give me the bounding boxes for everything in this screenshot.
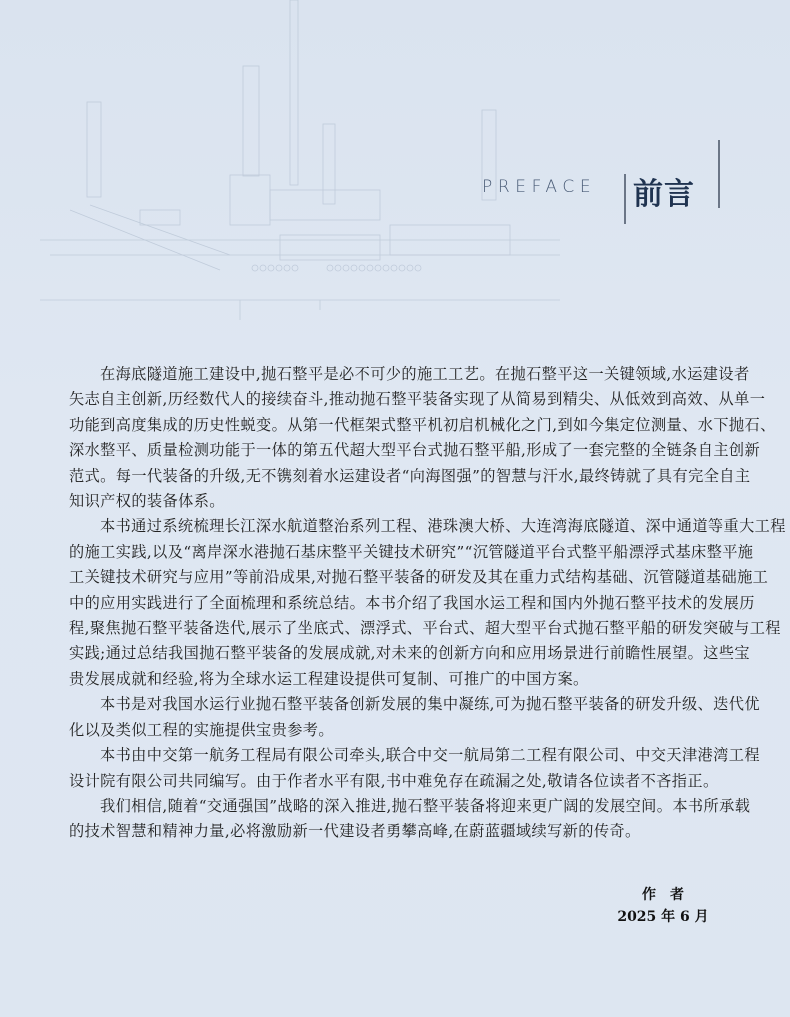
text-line: 化以及类似工程的实施提供宝贵参考。 — [69, 720, 334, 739]
preface-body — [69, 362, 786, 845]
text-line: 的技术智慧和精神力量,必将激励新一代建设者勇攀高峰,在蔚蓝疆域续写新的传奇。 — [69, 822, 641, 841]
text-line: 中的应用实践进行了全面梳理和系统总结。本书介绍了我国水运工程和国内外抛石整平技术的发展历 — [69, 593, 755, 612]
date-label: 2025 年 6 月 — [617, 909, 709, 925]
author-label: 作者 — [642, 887, 698, 903]
text-line: 贵发展成就和经验,将为全球水运工程建设提供可复制、可推广的中国方案。 — [69, 669, 589, 688]
text-line: 我们相信,随着“交通强国”战略的深入推进,抛石整平装备将迎来更广阔的发展空间。本书所承载 — [100, 796, 751, 815]
text-line: 在海底隧道施工建设中,抛石整平是必不可少的施工工艺。在抛石整平这一关键领域,水运建设者 — [100, 365, 750, 383]
paragraph — [69, 514, 786, 692]
title-divider — [624, 174, 626, 224]
preface-title-cn: 前言 — [633, 177, 695, 212]
title-divider-right — [718, 140, 720, 208]
text-line: 程,聚焦抛石整平装备迭代,展示了坐底式、漂浮式、平台式、超大型平台式抛石整平船的研发突破与工程 — [69, 619, 781, 638]
text-line: 功能到高度集成的历史性蜕变。从第一代框架式整平机初启机械化之门,到如今集定位测量、水下抛石、 — [69, 415, 776, 434]
text-line: 知识产权的装备体系。 — [69, 492, 225, 511]
text-line: 矢志自主创新,历经数代人的接续奋斗,推动抛石整平装备实现了从简易到精尖、从低效到高效、从单一 — [69, 390, 766, 409]
paragraph — [69, 743, 760, 794]
text-line: 深水整平、质量检测功能于一体的第五代超大型平台式抛石整平船,形成了一套完整的全链条自主创新 — [69, 441, 761, 460]
text-line: 的施工实践,以及“离岸深水港抛石基床整平关键技术研究”“沉管隧道平台式整平船漂浮式基床整平施 — [69, 542, 754, 561]
text-line: 实践;通过总结我国抛石整平装备的发展成就,对未来的创新方向和应用场景进行前瞻性展望。这些宝 — [69, 644, 751, 663]
paragraph — [69, 362, 776, 514]
text-line: 范式。每一代装备的升级,无不镌刻着水运建设者“向海图强”的智慧与汗水,最终铸就了具有完全自主 — [69, 466, 751, 485]
text-line: 本书由中交第一航务工程局有限公司牵头,联合中交一航局第二工程有限公司、中交天津港湾工程 — [100, 746, 760, 765]
page-header — [470, 140, 730, 220]
signature — [608, 884, 718, 928]
preface-title-en: PREFACE — [482, 177, 597, 197]
paragraph — [69, 692, 760, 743]
text-line: 本书通过系统梳理长江深水航道整治系列工程、港珠澳大桥、大连湾海底隧道、深中通道等重大工程 — [100, 517, 786, 536]
text-line: 设计院有限公司共同编写。由于作者水平有限,书中难免存在疏漏之处,敬请各位读者不吝指正。 — [69, 771, 719, 790]
text-line: 本书是对我国水运行业抛石整平装备创新发展的集中凝练,可为抛石整平装备的研发升级、迭代优 — [100, 695, 760, 714]
text-line: 工关键技术研究与应用”等前沿成果,对抛石整平装备的研发及其在重力式结构基础、沉管隧道基础施工 — [69, 568, 769, 587]
paragraph — [69, 794, 751, 845]
